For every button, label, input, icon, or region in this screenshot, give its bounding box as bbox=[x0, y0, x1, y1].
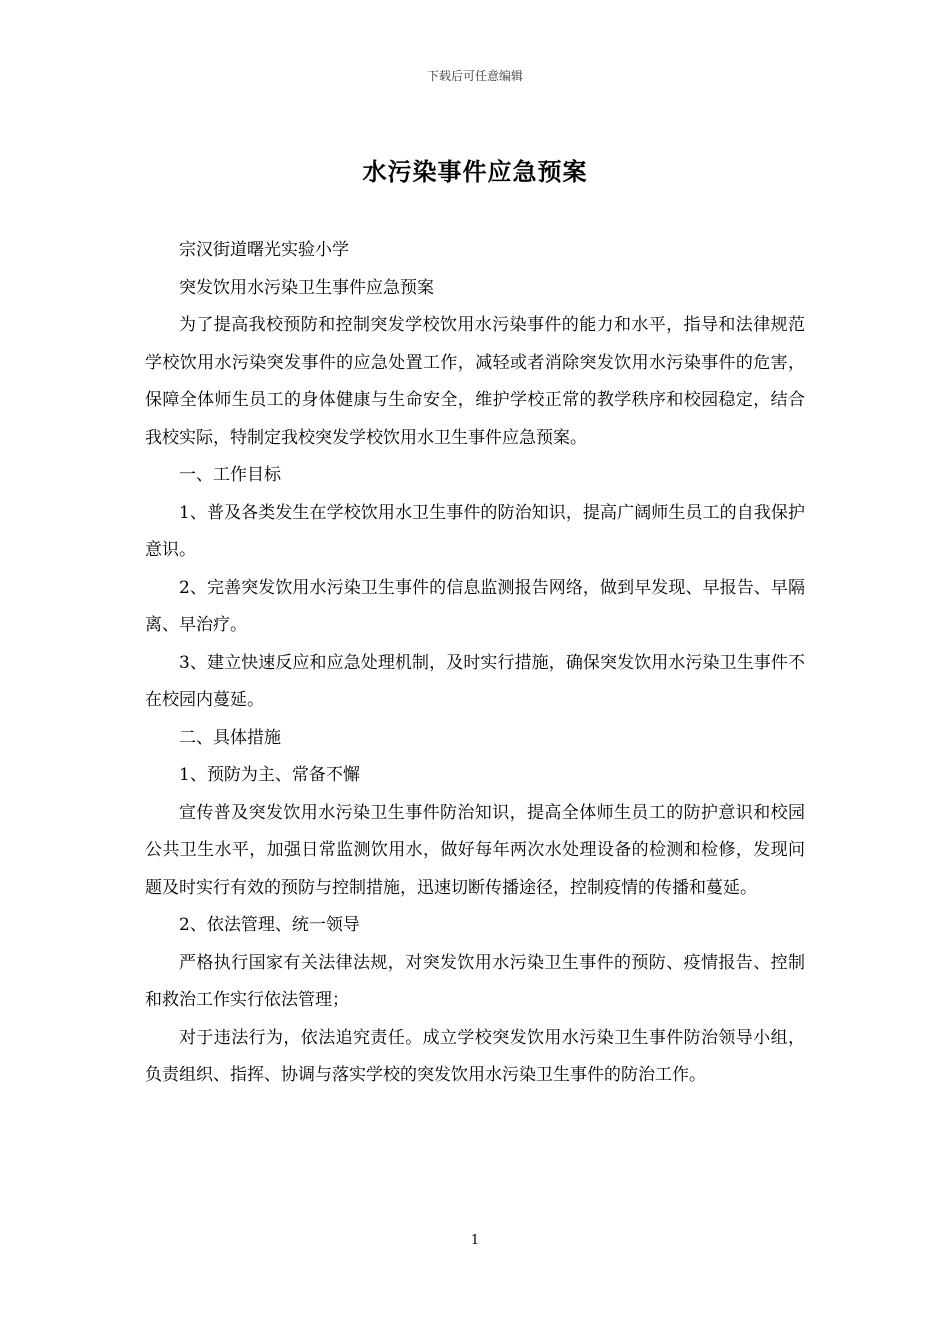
document-title: 水污染事件应急预案 bbox=[362, 157, 588, 186]
section-heading-goals: 一、工作目标 bbox=[179, 465, 281, 485]
document-body bbox=[145, 232, 805, 1095]
page-number: 1 bbox=[470, 1233, 480, 1248]
paragraph-responsibility: 对于违法行为，依法追究责任。成立学校突发饮用水污染卫生事件防治领导小组，负责组织、指挥、协调与落实学校的突发饮用水污染卫生事件的防治工作。 bbox=[145, 1027, 805, 1085]
paragraph-prevention: 宣传普及突发饮用水污染卫生事件防治知识，提高全体师生员工的防护意识和校园公共卫生水平，加强日常监测饮用水，做好每年两次水处理设备的检测和检修，发现问题及时实行有效的预防与控制措施，迅速切断传播途径，控制疫情的传播和蔓延。 bbox=[145, 802, 805, 898]
subheading-management: 2、依法管理、统一领导 bbox=[179, 915, 360, 935]
paragraph-management: 严格执行国家有关法律法规，对突发饮用水污染卫生事件的预防、疫情报告、控制和救治工作实行依法管理； bbox=[145, 952, 805, 1010]
section-heading-measures: 二、具体措施 bbox=[179, 727, 281, 748]
paragraph-goal-1: 1、普及各类发生在学校饮用水卫生事件的防治知识，提高广阔师生员工的自我保护意识。 bbox=[145, 502, 805, 560]
paragraph-plan-name: 突发饮用水污染卫生事件应急预案 bbox=[179, 277, 434, 298]
paragraph-school-name: 宗汉街道曙光实验小学 bbox=[179, 240, 349, 260]
paragraph-intro: 为了提高我校预防和控制突发学校饮用水污染事件的能力和水平，指导和法律规范学校饮用水污染突发事件的应急处置工作，减轻或者消除突发饮用水污染事件的危害，保障全体师生员工的身体健康与生命安全，维护学校正常的教学秩序和校园稳定，结合我校实际，特制定我校突发学校饮用水卫生事件应急预案。 bbox=[145, 315, 805, 448]
paragraph-goal-3: 3、建立快速反应和应急处理机制，及时实行措施，确保突发饮用水污染卫生事件不在校园内蔓延。 bbox=[145, 652, 805, 710]
subheading-prevention: 1、预防为主、常备不懈 bbox=[179, 765, 360, 785]
paragraph-goal-2: 2、完善突发饮用水污染卫生事件的信息监测报告网络，做到早发现、早报告、早隔离、早治疗。 bbox=[145, 577, 805, 635]
header-note: 下载后可任意编辑 bbox=[426, 69, 523, 83]
